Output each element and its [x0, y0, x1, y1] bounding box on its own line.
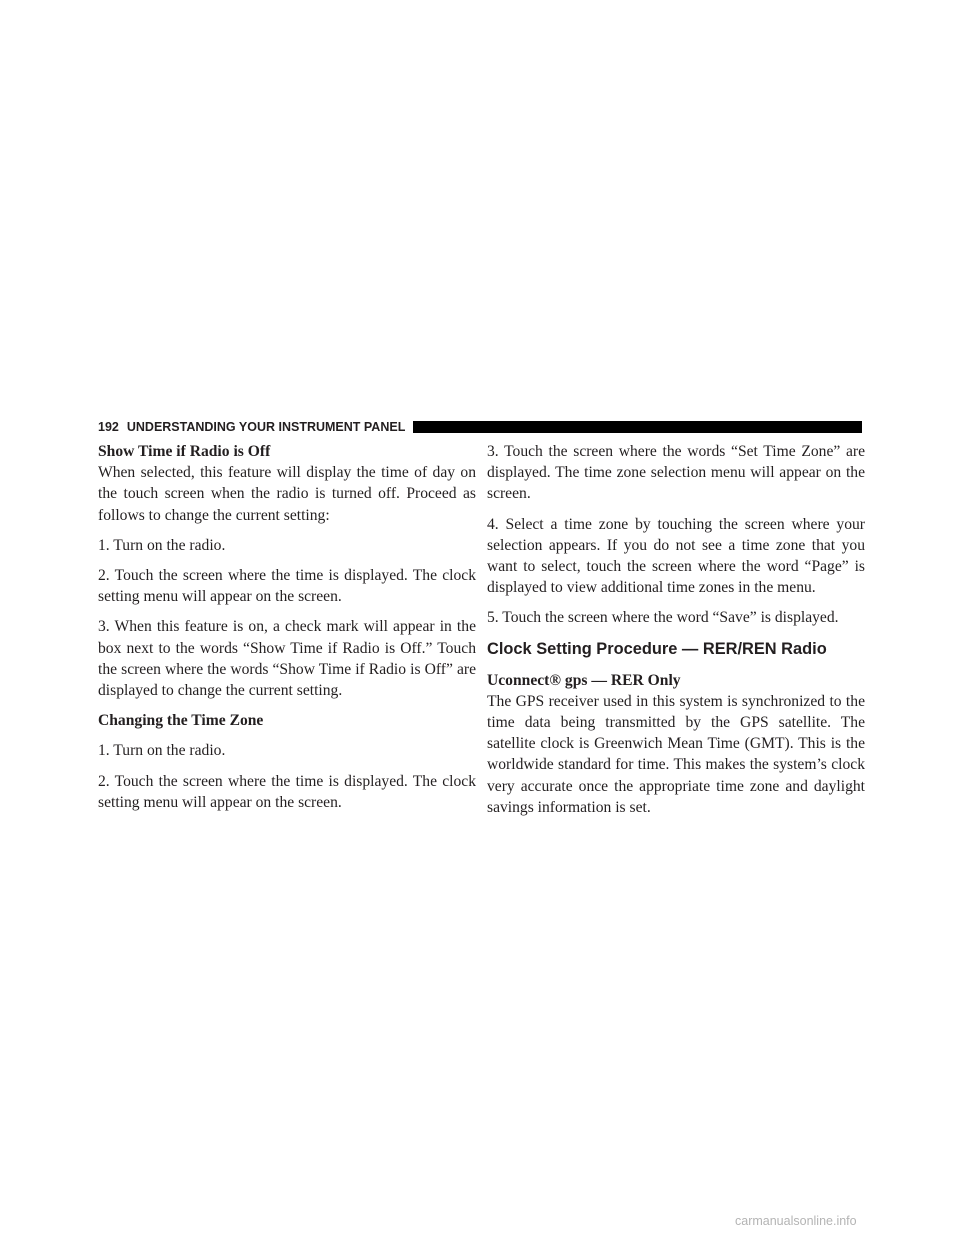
right-column: [487, 441, 865, 818]
header-rule: [413, 421, 862, 433]
step-item: 1. Turn on the radio.: [98, 742, 226, 760]
watermark: carmanualsonline.info: [735, 1214, 857, 1228]
section-title: UNDERSTANDING YOUR INSTRUMENT PANEL: [126, 419, 406, 434]
step-item: 5. Touch the screen where the word “Save” is displayed.: [487, 609, 839, 627]
left-column: [98, 441, 476, 822]
paragraph: When selected, this feature will display the time of day on the touch screen when the radio is turned off. Proceed as follows to change the current setting:: [98, 464, 476, 524]
step-item: 2. Touch the screen where the time is displayed. The clock setting menu will appear on the screen.: [98, 772, 476, 811]
step-item: 3. When this feature is on, a check mark will appear in the box next to the words “Show Time if Radio is Off.” Touch the screen where the words “Show Time if Radio is Off” are displayed to change the current setting.: [98, 618, 476, 700]
step-item: 4. Select a time zone by touching the screen where your selection appears. If you do not see a time zone that you want to select, touch the screen where the word “Page” is displayed to view additional time zones in the menu.: [487, 515, 865, 597]
step-item: 2. Touch the screen where the time is displayed. The clock setting menu will appear on the screen.: [98, 567, 476, 606]
section-heading-clock-setting: Clock Setting Procedure — RER/REN Radio: [487, 639, 827, 658]
heading-time-zone: Changing the Time Zone: [98, 712, 264, 730]
step-item: 3. Touch the screen where the words “Set Time Zone” are displayed. The time zone selection menu will appear on the screen.: [487, 443, 865, 503]
paragraph: The GPS receiver used in this system is synchronized to the time data being transmitted by the GPS satellite. The satellite clock is Greenwich Mean Time (GMT). This is the worldwide standard for time. This makes the system’s clock very accurate once the appropriate time zone and daylight savings information is set.: [487, 692, 865, 816]
step-item: 1. Turn on the radio.: [98, 536, 226, 554]
sub-heading-uconnect: Uconnect® gps — RER Only: [487, 671, 681, 689]
page-header: [98, 416, 862, 438]
heading-show-time: Show Time if Radio is Off: [98, 443, 271, 460]
page-number: 192: [98, 419, 119, 434]
